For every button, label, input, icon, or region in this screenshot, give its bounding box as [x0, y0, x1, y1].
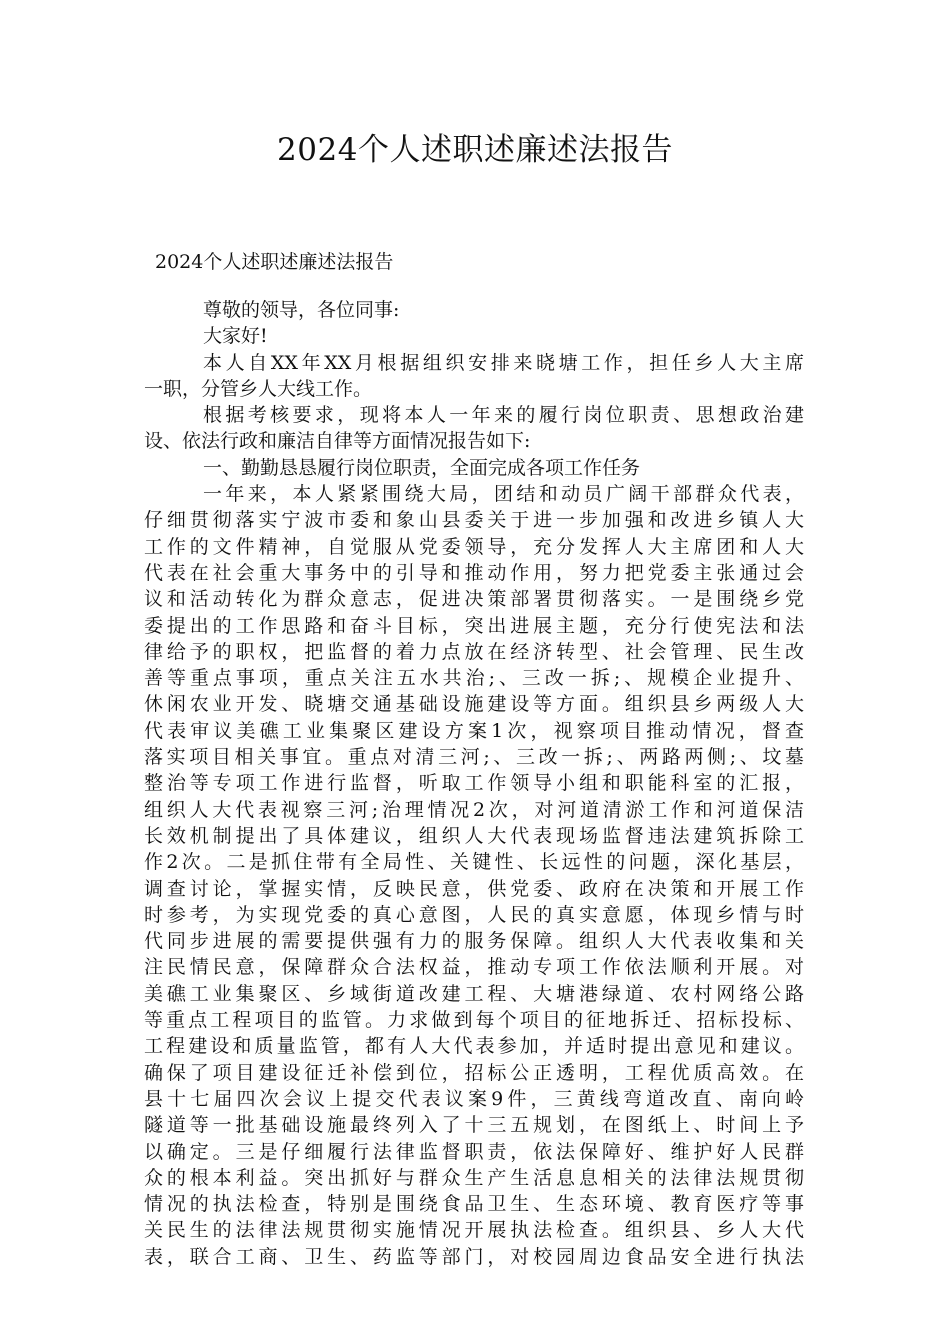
text-line: 注民情民意，保障群众合法权益，推动专项工作依法顺利开展。对	[144, 956, 804, 979]
text-line: 众的根本利益。突出抓好与群众生产生活息息相关的法律法规贯彻	[144, 1166, 804, 1189]
text-line: 代表在社会重大事务中的引导和推动作用，努力把党委主张通过会	[144, 561, 804, 584]
text-line: 时参考，为实现党委的真心意图，人民的真实意愿，体现乡情与时	[144, 903, 804, 926]
text-line: 长效机制提出了具体建议，组织人大代表现场监督违法建筑拆除工	[144, 824, 804, 847]
document-title: 2024个人述职述廉述法报告	[277, 132, 673, 168]
greeting: 大家好!	[203, 325, 268, 348]
text-line: 以确定。三是仔细履行法律监督职责，依法保障好、维护好人民群	[144, 1140, 804, 1163]
text-line: 表，联合工商、卫生、药监等部门，对校园周边食品安全进行执法	[144, 1245, 804, 1268]
text-line: 作2次。二是抓住带有全局性、关键性、长远性的问题，深化基层，	[144, 851, 804, 874]
text-line: 县十七届四次会议上提交代表议案9件，三黄线弯道改直、南向岭	[144, 1087, 804, 1110]
section-heading: 一、勤勤恳恳履行岗位职责，全面完成各项工作任务	[203, 456, 641, 479]
text-line: 确保了项目建设征迁补偿到位，招标公正透明，工程优质高效。在	[144, 1061, 804, 1084]
text-line: 议和活动转化为群众意志，促进决策部署贯彻落实。一是围绕乡党	[144, 588, 804, 611]
text-line: 仔细贯彻落实宁波市委和象山县委关于进一步加强和改进乡镇人大	[144, 509, 804, 532]
text-line: 隧道等一批基础设施最终列入了十三五规划，在图纸上、时间上予	[144, 1114, 804, 1137]
text-line: 休闲农业开发、晓塘交通基础设施建设等方面。组织县乡两级人大	[144, 693, 804, 716]
text-line: 情况的执法检查，特别是围绕食品卫生、生态环境、教育医疗等事	[144, 1193, 804, 1216]
text-line: 根据考核要求，现将本人一年来的履行岗位职责、思想政治建	[203, 404, 804, 427]
text-line: 整治等专项工作进行监督，听取工作领导小组和职能科室的汇报，	[144, 772, 804, 795]
text-line: 组织人大代表视察三河;治理情况2次，对河道清淤工作和河道保洁	[144, 798, 804, 821]
text-line: 工程建设和质量监管，都有人大代表参加，并适时提出意见和建议。	[144, 1035, 804, 1058]
text-line: 一年来，本人紧紧围绕大局，团结和动员广阔干部群众代表，	[203, 483, 804, 506]
text-line: 调查讨论，掌握实情，反映民意，供党委、政府在决策和开展工作	[144, 877, 804, 900]
text-line: 代表审议美礁工业集聚区建设方案1次，视察项目推动情况，督查	[144, 719, 804, 742]
text-line: 善等重点事项，重点关注五水共治;、三改一拆;、规模企业提升、	[144, 667, 804, 690]
salutation: 尊敬的领导，各位同事:	[203, 299, 400, 321]
text-line: 美礁工业集聚区、乡域街道改建工程、大塘港绿道、农村网络公路	[144, 982, 804, 1005]
text-line: 本人自XX年XX月根据组织安排来晓塘工作，担任乡人大主席	[203, 351, 804, 374]
text-line: 关民生的法律法规贯彻实施情况开展执法检查。组织县、乡人大代	[144, 1219, 804, 1242]
document-subtitle: 2024个人述职述廉述法报告	[155, 251, 394, 273]
text-line: 工作的文件精神，自觉服从党委领导，充分发挥人大主席团和人大	[144, 535, 804, 558]
text-line: 委提出的工作思路和奋斗目标，突出进展主题，充分行使宪法和法	[144, 614, 804, 637]
text-line: 等重点工程项目的监管。力求做到每个项目的征地拆迁、招标投标、	[144, 1009, 804, 1032]
text-line: 代同步进展的需要提供强有力的服务保障。组织人大代表收集和关	[144, 930, 804, 953]
document-body	[144, 297, 804, 1270]
text-line: 落实项目相关事宜。重点对清三河;、三改一拆;、两路两侧;、坟墓	[144, 746, 804, 769]
text-line: 设、依法行政和廉洁自律等方面情况报告如下:	[144, 430, 531, 453]
text-line: 一职，分管乡人大线工作。	[144, 377, 373, 400]
text-line: 律给予的职权，把监督的着力点放在经济转型、社会管理、民生改	[144, 640, 804, 663]
